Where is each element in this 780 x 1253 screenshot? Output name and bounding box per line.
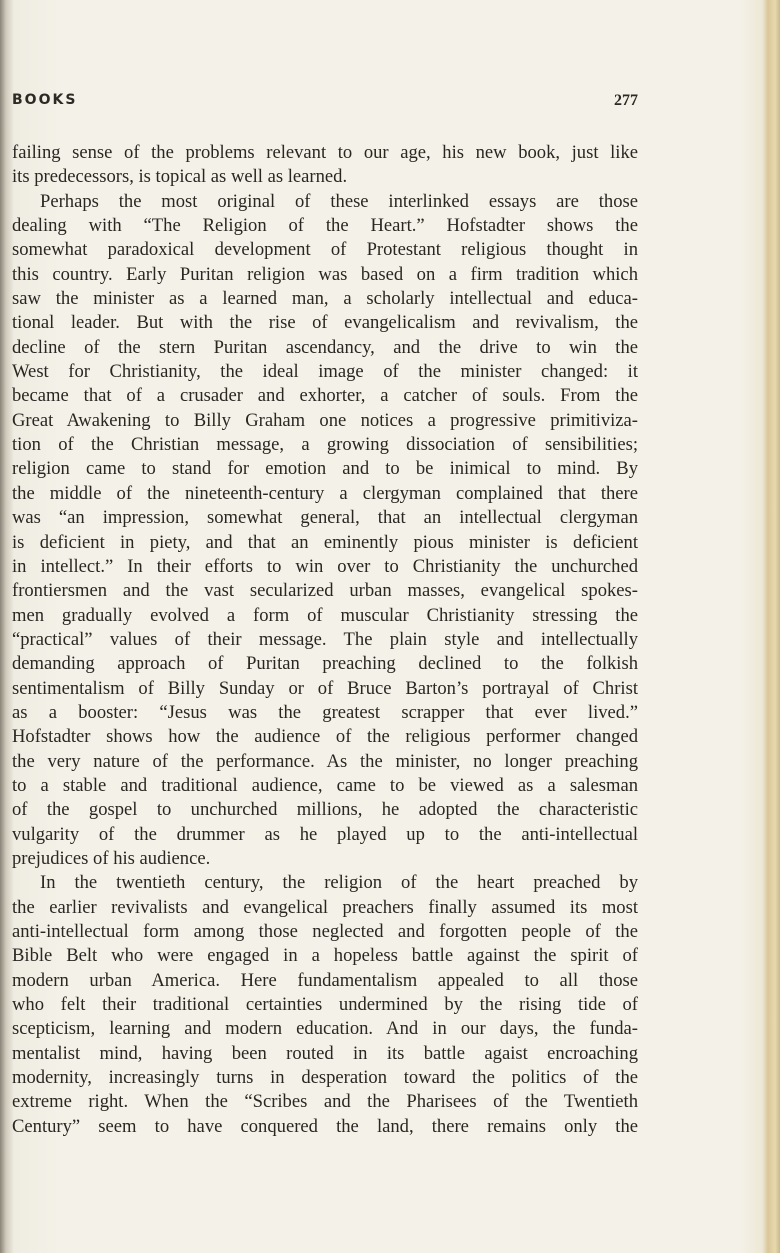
text-line: religion came to stand for emotion and to be inimical to mind. By	[12, 458, 638, 480]
text-line: modern urban America. Here fundamentalism appealed to all those	[12, 969, 638, 991]
text-line: demanding approach of Puritan preaching declined to the folkish	[12, 653, 638, 675]
text-line: saw the minister as a learned man, a scholarly intellectual and educa-	[12, 288, 638, 310]
text-line: modernity, increasingly turns in desperation toward the politics of the	[12, 1067, 638, 1089]
text-line: Century” seem to have conquered the land, there remains only the	[12, 1115, 638, 1137]
text-line: the middle of the nineteenth-century a clergyman complained that there	[12, 482, 638, 504]
text-line: In the twentieth century, the religion of the heart preached by	[40, 872, 638, 894]
text-line: tion of the Christian message, a growing dissociation of sensibilities;	[12, 434, 638, 456]
text-line: its predecessors, is topical as well as learned.	[12, 166, 348, 188]
text-line: “practical” values of their message. The plain style and intellectually	[12, 628, 638, 650]
text-line: to a stable and traditional audience, came to be viewed as a salesman	[12, 774, 638, 796]
text-line: frontiersmen and the vast secularized urban masses, evangelical spokes-	[12, 580, 638, 602]
paragraph	[12, 141, 638, 190]
text-line: scepticism, learning and modern education. And in our days, the funda-	[12, 1018, 638, 1040]
text-line: Great Awakening to Billy Graham one notices a progressive primitiviza-	[12, 409, 638, 431]
text-line: Perhaps the most original of these interlinked essays are those	[40, 190, 638, 212]
text-line: was “an impression, somewhat general, that an intellectual clergyman	[12, 507, 638, 529]
text-line: mentalist mind, having been routed in its battle agaist encroaching	[12, 1042, 638, 1064]
text-line: West for Christianity, the ideal image of the minister changed: it	[12, 361, 638, 383]
text-line: sentimentalism of Billy Sunday or of Bruce Barton’s portrayal of Christ	[12, 677, 638, 699]
text-line: as a booster: “Jesus was the greatest scrapper that ever lived.”	[12, 701, 638, 723]
text-line: failing sense of the problems relevant to our age, his new book, just like	[12, 142, 638, 163]
text-line: decline of the stern Puritan ascendancy, and the drive to win the	[12, 336, 638, 358]
body-text	[12, 141, 638, 1139]
text-line: Hofstadter shows how the audience of the religious performer changed	[12, 726, 638, 748]
text-line: extreme right. When the “Scribes and the Pharisees of the Twentieth	[12, 1091, 638, 1113]
text-line: who felt their traditional certainties undermined by the rising tide of	[12, 994, 638, 1016]
page-number: 277	[614, 92, 638, 109]
text-line: Bible Belt who were engaged in a hopeless battle against the spirit of	[12, 945, 638, 967]
paragraph	[12, 871, 638, 1139]
text-line: in intellect.” In their efforts to win over to Christianity the unchurched	[12, 555, 638, 577]
running-head: BOOKS	[12, 92, 78, 108]
page-header	[12, 92, 638, 116]
text-line: somewhat paradoxical development of Protestant religious thought in	[12, 239, 638, 261]
text-line: became that of a crusader and exhorter, a catcher of souls. From the	[12, 385, 638, 407]
text-line: anti-intellectual form among those neglected and forgotten people of the	[12, 921, 638, 942]
text-line: tional leader. But with the rise of evangelicalism and revivalism, the	[12, 312, 638, 334]
paragraph	[12, 190, 638, 872]
text-line: vulgarity of the drummer as he played up to the anti-intellectual	[12, 823, 638, 845]
text-line: is deficient in piety, and that an eminently pious minister is deficient	[12, 531, 638, 553]
text-line: of the gospel to unchurched millions, he adopted the characteristic	[12, 799, 638, 821]
text-line: dealing with “The Religion of the Heart.” Hofstadter shows the	[12, 215, 638, 237]
text-line: this country. Early Puritan religion was based on a firm tradition which	[12, 263, 638, 285]
text-line: the earlier revivalists and evangelical preachers finally assumed its most	[12, 896, 638, 918]
text-line: the very nature of the performance. As the minister, no longer preaching	[12, 750, 638, 772]
text-line: prejudices of his audience.	[12, 847, 211, 869]
text-line: men gradually evolved a form of muscular Christianity stressing the	[12, 604, 638, 626]
